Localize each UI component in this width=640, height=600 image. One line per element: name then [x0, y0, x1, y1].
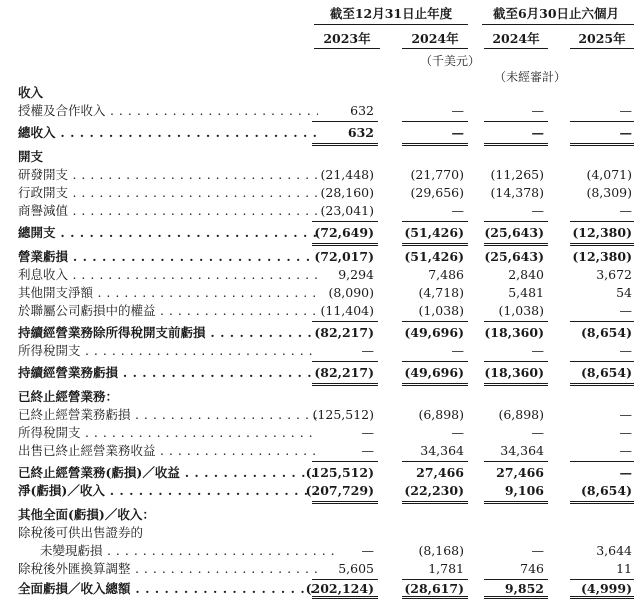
table-row: [0, 148, 640, 166]
cell-2025: (8,654): [581, 325, 632, 340]
cell-2024a: (49,696): [404, 365, 464, 380]
cell-2023: 632: [350, 103, 374, 118]
table-row: [0, 388, 640, 406]
cell-2024a: (1,038): [418, 303, 464, 318]
cell-2024b: —: [531, 543, 544, 558]
cell-2025: —: [619, 203, 632, 218]
table-row: [0, 506, 640, 524]
rule: [312, 461, 378, 462]
cell-2023: (11,404): [320, 303, 374, 318]
double-rule: [402, 143, 468, 146]
cell-2023: —: [361, 443, 374, 458]
rule: [402, 361, 468, 362]
cell-2024b: 27,466: [496, 465, 544, 480]
table-row: [0, 442, 640, 460]
row-label: 已終止經營業務虧損 . . .: [18, 406, 318, 424]
cell-2025: —: [619, 303, 632, 318]
cell-2024a: —: [451, 103, 464, 118]
cell-2024a: 27,466: [416, 465, 464, 480]
cell-2023: —: [361, 425, 374, 440]
double-rule: [484, 143, 548, 146]
cell-2025: —: [619, 125, 632, 140]
double-rule: [570, 383, 634, 386]
cell-2024b: (18,360): [484, 365, 544, 380]
cell-2024b: 34,364: [500, 443, 544, 458]
rule: [570, 461, 634, 462]
cell-2024b: (1,038): [498, 303, 544, 318]
cell-2023: (28,160): [320, 185, 374, 200]
cell-2024a: —: [451, 125, 464, 140]
cell-2023: (125,512): [312, 407, 374, 422]
cell-2025: —: [619, 103, 632, 118]
cell-2023: (82,217): [314, 365, 374, 380]
table-row: [0, 424, 640, 442]
row-label: 出售已終止經營業務收益 . . .: [18, 442, 318, 460]
double-rule: [570, 243, 634, 246]
cell-2024a: (29,656): [410, 185, 464, 200]
rule: [484, 321, 548, 322]
unaudited-label: （未經審計）: [494, 70, 567, 84]
header-period-year: 截至12月31日止年度: [329, 6, 453, 21]
cell-2024a: (8,168): [418, 543, 464, 558]
cell-2023: 5,605: [338, 561, 374, 576]
table-row: [0, 202, 640, 220]
row-label: 總開支 . . .: [18, 224, 318, 242]
row-label: 開支: [18, 149, 44, 164]
row-label: 除稅後外匯換算調整 . . .: [18, 560, 318, 578]
row-label: 於聯屬公司虧損中的權益 . . .: [18, 302, 318, 320]
rule: [312, 221, 378, 222]
cell-2024b: —: [531, 103, 544, 118]
cell-2024b: —: [531, 425, 544, 440]
cell-2023: (72,017): [314, 249, 374, 264]
year-underline-2024b: [484, 48, 548, 49]
cell-2025: (8,654): [581, 365, 632, 380]
table-row: [0, 184, 640, 202]
cell-2025: 54: [616, 285, 632, 300]
header-year-2024b: 2024年: [492, 31, 540, 46]
double-rule: [312, 596, 378, 599]
rule: [484, 461, 548, 462]
double-rule: [402, 383, 468, 386]
double-rule: [312, 243, 378, 246]
cell-2024a: (49,696): [404, 325, 464, 340]
double-rule: [402, 596, 468, 599]
rule: [484, 221, 548, 222]
table-row: [0, 364, 640, 382]
cell-2025: —: [619, 343, 632, 358]
row-label: 未變現虧損 . . .: [40, 542, 340, 560]
cell-2024b: 5,481: [508, 285, 544, 300]
table-row: [0, 302, 640, 320]
double-rule: [570, 143, 634, 146]
cell-2024a: (22,230): [404, 483, 464, 498]
table-row: [0, 524, 640, 542]
table-row: [0, 84, 640, 102]
table-row: [0, 406, 640, 424]
double-rule: [484, 243, 548, 246]
cell-2025: (8,309): [586, 185, 632, 200]
rule: [312, 321, 378, 322]
cell-2024b: (11,265): [490, 167, 544, 182]
row-label: 營業虧損 . . .: [18, 248, 318, 266]
rule: [484, 361, 548, 362]
cell-2024a: —: [451, 203, 464, 218]
year-underline-2025: [570, 48, 634, 49]
row-label: 商譽減值 . . .: [18, 202, 318, 220]
cell-2023: (207,729): [305, 483, 374, 498]
row-label: 其他開支淨額 . . .: [18, 284, 318, 302]
table-row: [0, 166, 640, 184]
row-label: 收入: [18, 85, 44, 100]
table-row: [0, 464, 640, 482]
cell-2023: —: [361, 343, 374, 358]
cell-2024a: —: [451, 343, 464, 358]
table-row: [0, 342, 640, 360]
rule: [312, 121, 378, 122]
cell-2024a: (21,770): [410, 167, 464, 182]
table-row: [0, 124, 640, 142]
rule: [570, 321, 634, 322]
table-row: [0, 224, 640, 242]
rule: [402, 321, 468, 322]
rule: [484, 121, 548, 122]
cell-2024a: (4,718): [418, 285, 464, 300]
row-label: 利息收入 . . .: [18, 266, 318, 284]
cell-2024b: 2,840: [508, 267, 544, 282]
row-label: 所得稅開支 . . .: [18, 342, 318, 360]
double-rule: [312, 143, 378, 146]
cell-2025: 3,644: [596, 543, 632, 558]
table-row: [0, 284, 640, 302]
cell-2024b: —: [531, 343, 544, 358]
cell-2024b: (6,898): [498, 407, 544, 422]
row-label: 持續經營業務除所得稅開支前虧損 . . .: [18, 324, 318, 342]
table-row: [0, 542, 640, 560]
row-label: 淨(虧損)／收入 . . .: [18, 482, 318, 500]
cell-2023: (21,448): [320, 167, 374, 182]
row-label: 行政開支 . . .: [18, 184, 318, 202]
double-rule: [402, 243, 468, 246]
cell-2023: (82,217): [314, 325, 374, 340]
cell-2024b: 746: [520, 561, 544, 576]
cell-2024b: (25,643): [484, 225, 544, 240]
cell-2024b: (18,360): [484, 325, 544, 340]
cell-2025: —: [619, 407, 632, 422]
row-label: 已終止經營業務(虧損)／收益 . . .: [18, 464, 318, 482]
cell-2023: 632: [347, 125, 374, 140]
cell-2024a: —: [451, 425, 464, 440]
table-row: [0, 102, 640, 120]
double-rule: [312, 383, 378, 386]
cell-2025: 3,672: [596, 267, 632, 282]
cell-2025: (12,380): [572, 225, 632, 240]
header-year-2025: 2025年: [578, 31, 626, 46]
rule: [402, 461, 468, 462]
year-underline-2023: [314, 48, 380, 49]
table-row: [0, 324, 640, 342]
double-rule: [484, 596, 548, 599]
rule: [402, 121, 468, 122]
row-label: 所得稅開支 . . .: [18, 424, 318, 442]
table-row: [0, 266, 640, 284]
cell-2025: —: [619, 425, 632, 440]
cell-2024a: (51,426): [404, 249, 464, 264]
cell-2023: —: [361, 543, 374, 558]
row-label: 授權及合作收入 . . .: [18, 102, 318, 120]
cell-2025: (4,071): [586, 167, 632, 182]
header-year-2023: 2023年: [323, 31, 371, 46]
cell-2024a: 34,364: [420, 443, 464, 458]
row-label: 全面虧損／收入總額 . . .: [18, 580, 318, 598]
row-label: 研發開支 . . .: [18, 166, 318, 184]
header-underline-half: [482, 24, 634, 25]
cell-2024a: (51,426): [404, 225, 464, 240]
double-rule: [484, 383, 548, 386]
cell-2024b: —: [531, 203, 544, 218]
cell-2024a: 1,781: [428, 561, 464, 576]
row-label: 已終止經營業務：: [18, 389, 119, 404]
cell-2024a: 7,486: [428, 267, 464, 282]
cell-2024a: (28,617): [404, 581, 464, 596]
cell-2023: (8,090): [328, 285, 374, 300]
cell-2024b: (14,378): [490, 185, 544, 200]
row-label: 總收入 . . .: [18, 124, 318, 142]
row-label: 持續經營業務虧損 . . .: [18, 364, 318, 382]
rule: [570, 221, 634, 222]
cell-2024a: (6,898): [418, 407, 464, 422]
cell-2024b: 9,852: [504, 581, 544, 596]
cell-2023: 9,294: [338, 267, 374, 282]
header-year-2024a: 2024年: [411, 31, 459, 46]
table-row: [0, 560, 640, 578]
header-period-half: 截至6月30日止六個月: [492, 6, 620, 21]
rule: [312, 361, 378, 362]
year-underline-2024a: [402, 48, 468, 49]
cell-2025: —: [619, 465, 632, 480]
cell-2024b: (25,643): [484, 249, 544, 264]
cell-2025: (8,654): [581, 483, 632, 498]
cell-2025: —: [619, 443, 632, 458]
cell-2025: 11: [616, 561, 632, 576]
cell-2023: (202,124): [305, 581, 374, 596]
cell-2023: (23,041): [320, 203, 374, 218]
unit-label: （千美元）: [420, 54, 481, 68]
table-row: [0, 248, 640, 266]
cell-2023: (125,512): [305, 465, 374, 480]
rule: [402, 221, 468, 222]
row-label: 其他全面(虧損)／收入：: [18, 507, 155, 522]
rule: [570, 121, 634, 122]
row-label: 除稅後可供出售證券的: [18, 525, 144, 540]
double-rule: [570, 596, 634, 599]
cell-2025: (4,999): [581, 581, 632, 596]
header-underline-year: [314, 24, 468, 25]
cell-2024b: —: [531, 125, 544, 140]
cell-2025: (12,380): [572, 249, 632, 264]
rule: [570, 361, 634, 362]
cell-2023: (72,649): [314, 225, 374, 240]
cell-2024b: 9,106: [504, 483, 544, 498]
